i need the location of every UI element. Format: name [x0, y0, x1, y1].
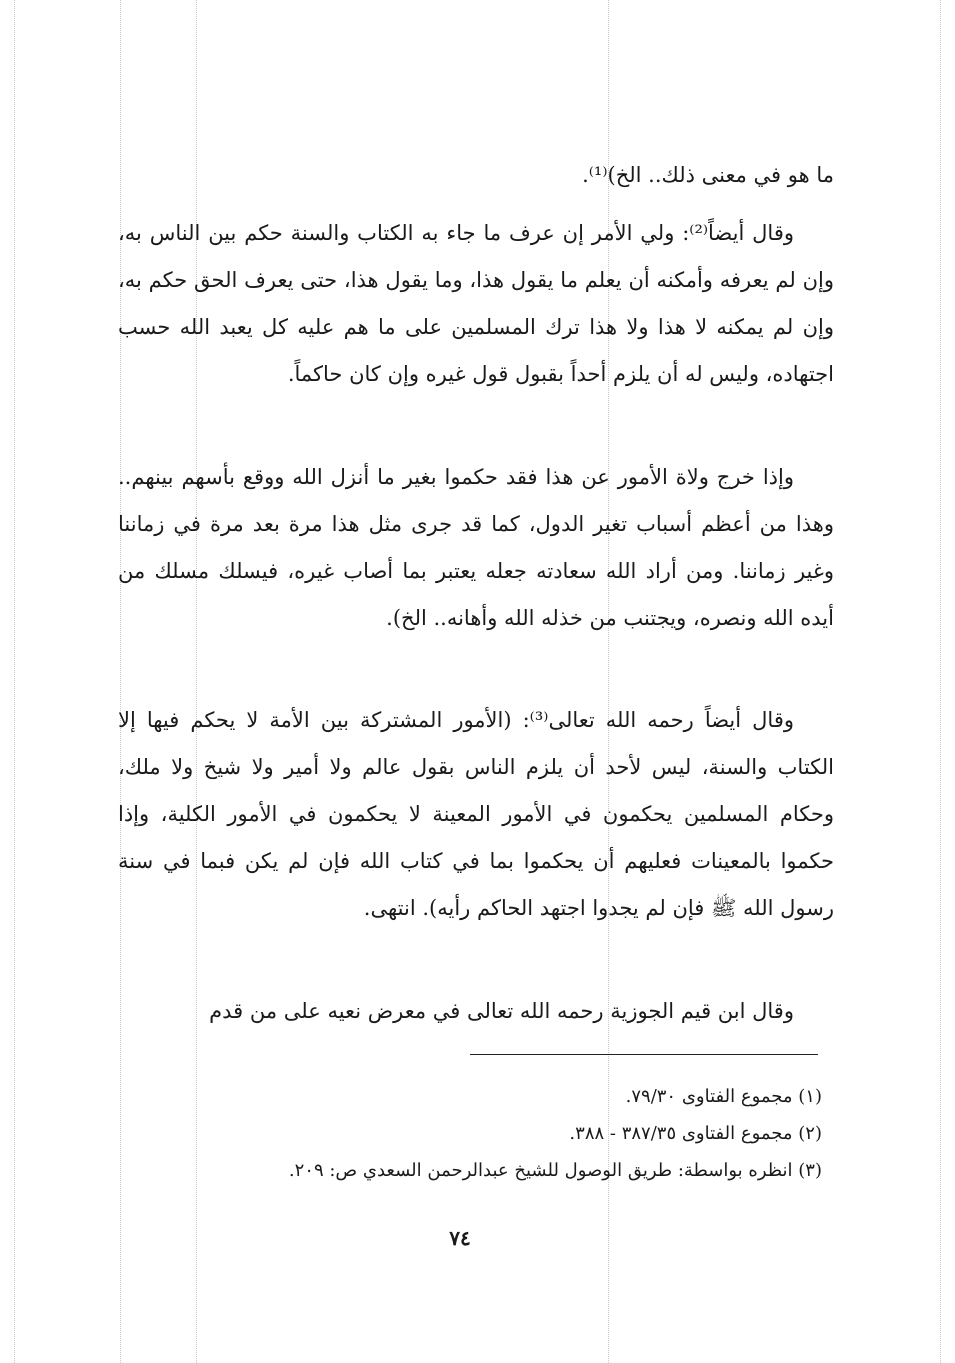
body-paragraph: [118, 210, 834, 398]
footnote-3: (٣) انظره بواسطة: طريق الوصول للشيخ عبدالرحمن السعدي ص: ٢٠٩.: [288, 1160, 822, 1181]
footnote-1: (١) مجموع الفتاوى ٧٩/٣٠.: [625, 1086, 822, 1107]
paragraph-text: وإذا خرج ولاة الأمور عن هذا فقد حكموا بغير ما أنزل الله ووقع بأسهم بينهم.. وهذا من أعظم أسباب تغير الدول، كما قد جرى مثل هذا مرة بعد مرة في زماننا وغير زماننا. ومن أراد الله سعادته جعله يعتبر بما أصاب غيره، فيسلك مسلك من أيده الله ونصره، ويجتنب من خذله الله وأهانه.. الخ).: [118, 465, 834, 630]
page-number: ٧٤: [449, 1226, 471, 1250]
paragraph-text: وقال ابن قيم الجوزية رحمه الله تعالى في معرض نعيه على من قدم: [209, 999, 794, 1023]
body-paragraph: [118, 988, 834, 1035]
body-paragraph: [118, 697, 834, 932]
scan-artifact-line: [14, 0, 15, 1363]
footnotes: [118, 1078, 822, 1189]
scan-artifact-line: [940, 0, 941, 1363]
paragraph-text: ما هو في معنى ذلك.. الخ)⁽¹⁾.: [582, 163, 834, 187]
body-paragraph-continuation: [118, 152, 834, 199]
body-paragraph: [118, 454, 834, 642]
footnote-2: (٢) مجموع الفتاوى ٣٨٧/٣٥ - ٣٨٨.: [569, 1123, 822, 1144]
paragraph-text: وقال أيضاً⁽²⁾: ولي الأمر إن عرف ما جاء به الكتاب والسنة حكم بين الناس به، وإن لم يعرفه وأمكنه أن يعلم ما يقول هذا، وما يقول هذا، حتى يعرف الحق حكم به، وإن لم يمكنه لا هذا ولا هذا ترك المسلمين على ما هم عليه كل يعبد الله حسب اجتهاده، وليس له أن يلزم أحداً بقبول قول غيره وإن كان حاكماً.: [118, 221, 834, 386]
paragraph-text: وقال أيضاً رحمه الله تعالى⁽³⁾: (الأمور المشتركة بين الأمة لا يحكم فيها إلا الكتاب والسنة، ليس لأحد أن يلزم الناس بقول عالم ولا أمير ولا شيخ ولا ملك، وحكام المسلمين يحكمون في الأمور المعينة لا يحكمون في الأمور الكلية، وإذا حكموا بالمعينات فعليهم أن يحكموا بما في كتاب الله فإن لم يكن فبما في سنة رسول الله ﷺ فإن لم يجدوا اجتهد الحاكم رأيه). انتهى.: [118, 708, 834, 920]
footnote-divider: [470, 1054, 818, 1055]
